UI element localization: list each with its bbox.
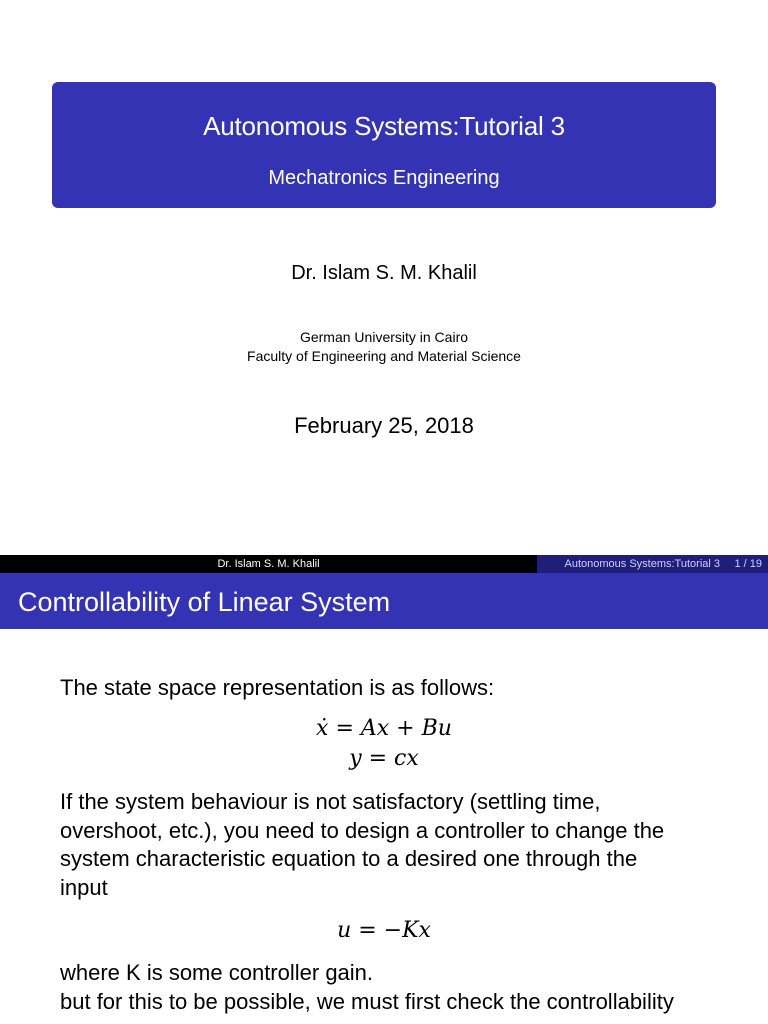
footer-author-section — [0, 555, 537, 573]
where-paragraph — [60, 958, 760, 1016]
intro-text: The state space representation is as follows: — [60, 675, 495, 700]
body-line: overshoot, etc.), you need to design a controller to change the — [60, 817, 665, 843]
output-equation: y = cx — [349, 746, 419, 771]
author-name: Dr. Islam S. M. Khalil — [291, 262, 477, 284]
footer-page-number: 1 / 19 — [734, 558, 762, 570]
where-line: but for this to be possible, we must first check the controllability — [60, 989, 674, 1014]
institute-line-university: German University in Cairo — [299, 329, 469, 345]
body-line: system characteristic equation to a desired one through the — [60, 846, 638, 871]
frame-title-bar — [0, 573, 768, 629]
presentation-date: February 25, 2018 — [294, 413, 474, 438]
where-line: where K is some controller gain. — [60, 960, 374, 985]
institute-line-faculty: Faculty of Engineering and Material Science — [247, 348, 521, 364]
title-box — [52, 82, 716, 208]
frame-title: Controllability of Linear System — [18, 587, 391, 617]
presentation-subtitle: Mechatronics Engineering — [268, 167, 500, 189]
institute — [0, 328, 768, 366]
body-line: input — [60, 874, 108, 900]
footer-author: Dr. Islam S. M. Khalil — [217, 558, 320, 570]
footer-bar — [0, 555, 768, 573]
control-law-equation — [60, 916, 708, 946]
presentation-title: Autonomous Systems:Tutorial 3 — [203, 111, 565, 141]
state-space-equations — [60, 714, 708, 774]
footer-title-section — [537, 555, 768, 573]
control-law: u = −Kx — [337, 918, 431, 943]
footer-short-title: Autonomous Systems:Tutorial 3 — [564, 558, 720, 570]
body-paragraph — [60, 788, 750, 902]
state-equation: ẋ = Ax + Bu — [316, 716, 452, 741]
body-line: If the system behaviour is not satisfactory (settling time, — [60, 789, 601, 814]
